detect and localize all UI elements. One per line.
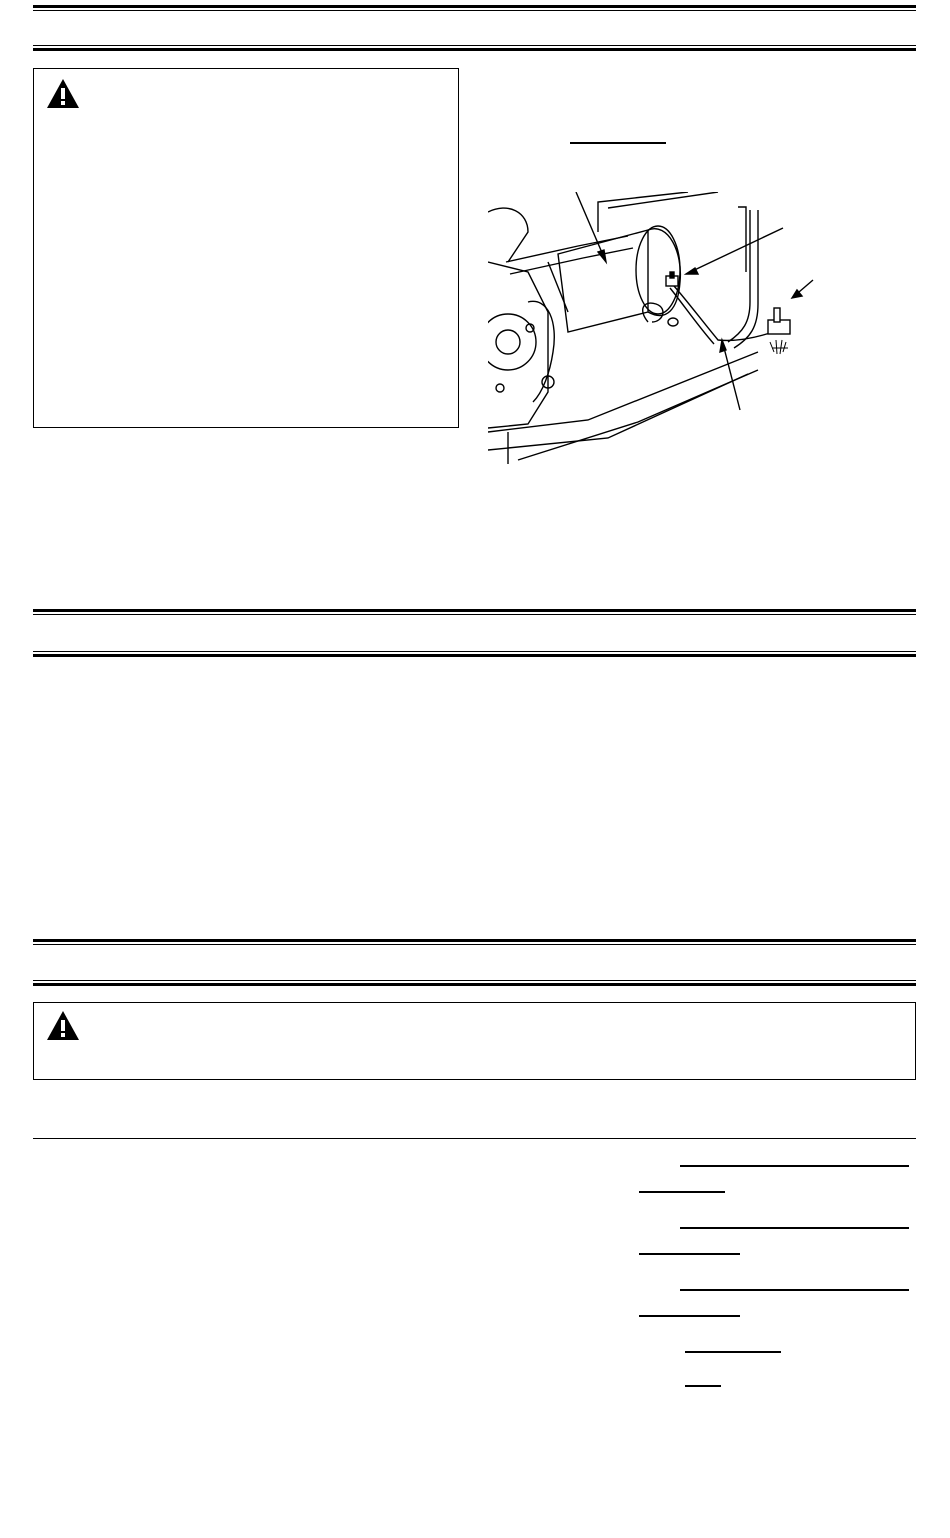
section-2-rule-top bbox=[33, 609, 916, 612]
fill-line-3a bbox=[680, 1289, 909, 1291]
section-3-rule-top bbox=[33, 939, 916, 942]
figure-title-underline bbox=[570, 142, 666, 144]
fill-line-2b bbox=[639, 1253, 740, 1255]
section-1-rule bbox=[33, 48, 916, 51]
section-2-rule-bottom bbox=[33, 654, 916, 657]
section-3-rule-top-fine bbox=[33, 944, 916, 945]
fill-line-1a bbox=[680, 1165, 909, 1167]
top-rule-fine bbox=[33, 10, 916, 11]
section-3-rule-bottom-fine bbox=[33, 980, 916, 981]
divider bbox=[33, 1138, 916, 1139]
fill-line-2a bbox=[680, 1227, 909, 1229]
fill-line-4 bbox=[685, 1351, 781, 1353]
section-2-rule-bottom-fine bbox=[33, 651, 916, 652]
section-3-rule-bottom bbox=[33, 983, 916, 986]
warning-box-1 bbox=[33, 68, 459, 428]
section-2-rule-top-fine bbox=[33, 614, 916, 615]
section-1-rule-fine bbox=[33, 45, 916, 46]
fill-line-1b bbox=[639, 1191, 725, 1193]
warning-triangle-icon bbox=[46, 78, 80, 110]
warning-box-2 bbox=[33, 1002, 916, 1080]
warning-triangle-icon bbox=[46, 1010, 80, 1042]
fill-line-5 bbox=[685, 1385, 721, 1387]
generator-grounding-illustration bbox=[488, 192, 828, 464]
top-rule bbox=[33, 5, 916, 8]
fill-line-3b bbox=[639, 1315, 740, 1317]
